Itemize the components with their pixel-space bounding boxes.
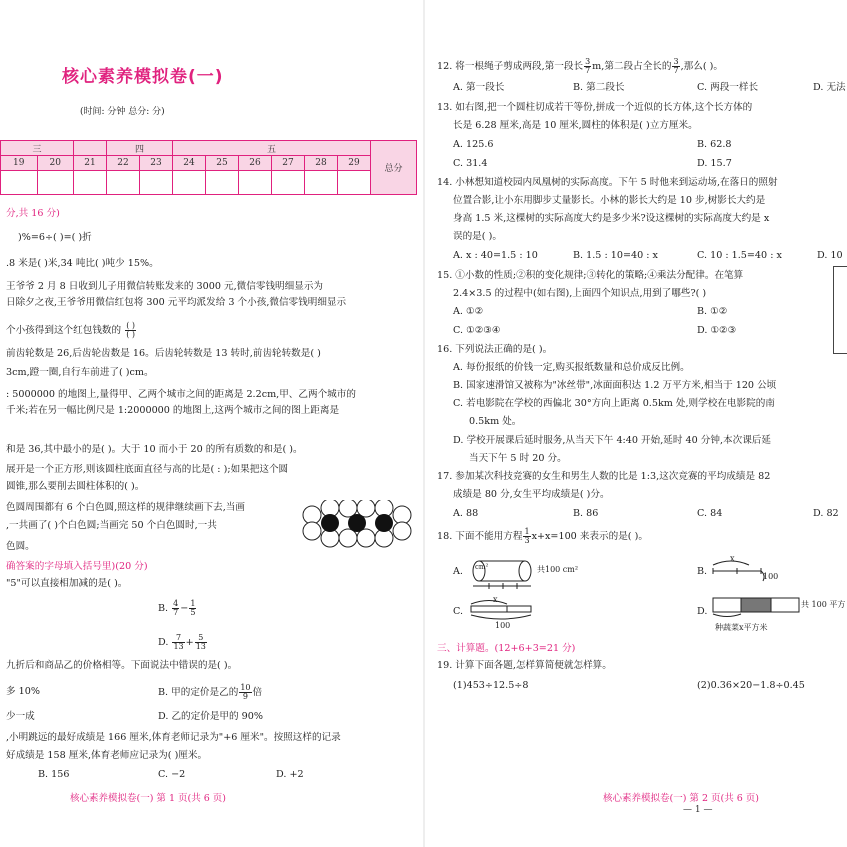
option-c: C. 两段一样长	[697, 82, 759, 93]
option-c: C.	[453, 606, 464, 617]
circle-pattern-figure	[300, 500, 415, 548]
score-num: 23	[140, 156, 173, 171]
figure-unit: cm²	[475, 563, 489, 571]
score-total: 总分	[371, 141, 417, 195]
question-line: (2)0.36×20−1.8÷0.45	[697, 680, 805, 691]
question-line: 色圆周围都有 6 个白色圆,照这样的规律继续画下去,当画	[6, 502, 245, 513]
fraction: $\frac{( )}{( )}$	[126, 321, 135, 339]
option-d: D. 10	[817, 250, 843, 261]
question-line: 2.4×3.5 的过程中(如右图),上面四个知识点,用到了哪些?( )	[453, 288, 707, 299]
score-num: 28	[305, 156, 338, 171]
figure-label: x	[493, 595, 498, 604]
question-line: 和是 36,其中最小的是( )。大于 10 而小于 20 的所有质数的和是( )。	[6, 444, 303, 455]
option-d: D. 乙的定价是甲的 90%	[158, 711, 263, 722]
score-group: 三	[1, 141, 74, 156]
question-line: 千米;若在另一幅比例尺是 1:2000000 的地图上,这两个城市之间的图上距离是	[6, 405, 340, 416]
option-d: D. 82	[813, 508, 839, 519]
question-line: 19. 计算下面各题,怎样算简便就怎样算。	[437, 660, 612, 671]
option-a: A.	[453, 566, 463, 577]
question-line: 误的是( )。	[453, 231, 502, 242]
option-a: A. 88	[453, 508, 479, 519]
question-line: 日除夕之夜,王爷爷用微信红包将 300 元平均派发给 3 个小孩,微信零钱明细显示	[6, 297, 347, 308]
option-c: 少一成	[6, 711, 35, 722]
question-line: 位置合影,让小东用脚步丈量影长。小林的影长大约是 10 步,树影长大约是	[453, 195, 766, 206]
option-b: B. $\frac{4}{7}$ − $\frac{1}{5}$	[158, 599, 196, 617]
question-line: ,一共画了( )个白色圆;当画完 50 个白色圆时,一共	[6, 520, 217, 531]
figure-label: 100	[763, 572, 779, 581]
question-line: 九折后和商品乙的价格相等。下面说法中错误的是( )。	[6, 660, 238, 671]
figure-label: 种蔬菜x平方米	[715, 623, 768, 632]
option-a: 多 10%	[6, 686, 40, 697]
option-b: B. ①②	[697, 306, 728, 317]
option-d: D. ①②③	[697, 325, 737, 336]
option-c: C. 10 : 1.5=40 : x	[697, 250, 782, 261]
option-b: B. 156	[38, 769, 70, 780]
option-d: D. $\frac{7}{13}$ + $\frac{5}{13}$	[158, 633, 206, 651]
option-d: D. 学校开展课后延时服务,从当天下午 4:40 开始,延时 40 分钟,本次课后延	[453, 435, 771, 446]
multiplication-figure	[833, 266, 847, 354]
score-num: 20	[37, 156, 74, 171]
question-line: ,小明跳远的最好成绩是 166 厘米,体育老师记录为"+6 厘米"。按照这样的记录	[6, 732, 341, 743]
question-line: )%=6÷( )=( )折	[18, 232, 92, 243]
page-footer: 核心素养模拟卷(一) 第 2 页(共 6 页)	[603, 793, 760, 804]
question-line: (1)453÷12.5÷8	[453, 680, 529, 691]
page-number: — 1 —	[683, 805, 713, 815]
question-line: 3cm,蹬一圈,自行车前进了( )cm。	[6, 367, 154, 378]
option-b: B. 1.5 : 10=40 : x	[573, 250, 658, 261]
question-line: 13. 如右图,把一个圆柱切成若干等份,拼成一个近似的长方体,这个长方体的	[437, 102, 753, 113]
option-c: C. 31.4	[453, 158, 488, 169]
score-num: 29	[338, 156, 371, 171]
option-a: A. 第一段长	[453, 82, 505, 93]
option-c: C. ①②③④	[453, 325, 501, 336]
question-line: 前齿轮数是 26,后齿轮齿数是 16。后齿轮转数是 13 转时,前齿轮转数是( )	[6, 348, 321, 359]
question-line: 长是 6.28 厘米,高是 10 厘米,圆柱的体积是( )立方厘米。	[453, 120, 698, 131]
section-header: 三、计算题。(12+6+3=21 分)	[437, 643, 576, 654]
option-a: A. 125.6	[453, 139, 494, 150]
question-line: 18. 下面不能用方程 $\frac{1}{3}$ x+x=100 来表示的是( )。	[437, 527, 648, 545]
score-num: 22	[107, 156, 140, 171]
option-b: B. 第二段长	[573, 82, 625, 93]
left-page	[0, 0, 423, 847]
score-group: 四	[107, 141, 173, 156]
figure-label: 共 100 平方	[801, 600, 846, 609]
option-a: A. ①②	[453, 306, 484, 317]
option-a: A. x : 40=1.5 : 10	[453, 250, 538, 261]
question-line: : 5000000 的地图上,量得甲、乙两个城市之间的距离是 2.2cm,甲、乙两个城市的	[6, 389, 356, 400]
score-table	[0, 140, 417, 195]
right-page	[425, 0, 847, 847]
score-num: 26	[239, 156, 272, 171]
option-b: B. 86	[573, 508, 599, 519]
question-line: "5"可以直接相加减的是( )。	[6, 578, 128, 589]
option-c: C. −2	[158, 769, 186, 780]
question-line: 17. 参加某次科技竞赛的女生和男生人数的比是 1:3,这次竞赛的平均成绩是 82	[437, 471, 771, 482]
option-d: D.	[697, 606, 708, 617]
option-c: C. 84	[697, 508, 723, 519]
score-num: 21	[74, 156, 107, 171]
question-line: 圆锥,那么要削去圆柱体积的( )。	[6, 481, 145, 492]
question-line: .8 米是( )米,34 吨比( )吨少 15%。	[6, 258, 159, 269]
page-footer: 核心素养模拟卷(一) 第 1 页(共 6 页)	[70, 793, 227, 804]
figure-label: x	[730, 554, 735, 563]
question-line: 15. ①小数的性质;②积的变化规律;③转化的策略;④乘法分配律。在笔算	[437, 270, 744, 281]
option-b: B.	[697, 566, 708, 577]
figure-label: 共100 cm²	[537, 565, 579, 574]
question-line: 14. 小林想知道校园内凤凰树的实际高度。下午 5 时他来到运动场,在落日的照射	[437, 177, 778, 188]
question-line: 展开是一个正方形,则该圆柱底面直径与高的比是( : );如果把这个圆	[6, 464, 289, 475]
option-b: B. 甲的定价是乙的 $\frac{10}{9}$ 倍	[158, 683, 263, 701]
section-header: 确答案的字母填入括号里)(20 分)	[6, 561, 148, 572]
question-line: 王爷爷 2 月 8 日收到儿子用微信转账发来的 3000 元,微信零钱明细显示为	[6, 281, 324, 292]
question-line: 个小孩得到这个红包钱数的 $\frac{( )}{( )}$	[6, 321, 135, 339]
score-group: 五	[173, 141, 371, 156]
option-b: B. 国家速滑馆又被称为"冰丝带",冰面面积达 1.2 万平方米,相当于 120 公顷	[453, 380, 777, 391]
bar-figure-b	[711, 555, 771, 585]
option-d: D. +2	[276, 769, 304, 780]
question-line: 成绩是 80 分,女生平均成绩是( )分。	[453, 489, 610, 500]
question-line: 16. 下列说法正确的是( )。	[437, 344, 553, 355]
page-title: 核心素养模拟卷(一)	[62, 67, 224, 87]
score-num: 25	[206, 156, 239, 171]
question-line: 色圆。	[6, 541, 35, 552]
question-line: 身高 1.5 米,这棵树的实际高度大约是多少米?设这棵树的实际高度大约是 x	[453, 213, 770, 224]
question-line: 12. 将一根绳子剪成两段,第一段长 $\frac{3}{7}$ m,第二段占全长的 $\frac{3}{7}$ ,那么( )。	[437, 57, 723, 75]
option-d: D. 无法	[813, 82, 846, 93]
option-d: D. 15.7	[697, 158, 732, 169]
option-b: B. 62.8	[697, 139, 732, 150]
option-c: C. 若电影院在学校的西偏北 30°方向上距离 0.5km 处,则学校在电影院的南	[453, 398, 775, 409]
question-line: 好成绩是 158 厘米,体育老师应记录为( )厘米。	[6, 750, 208, 761]
time-line: (时间: 分钟 总分: 分)	[80, 107, 165, 117]
figure-label: 100	[495, 621, 511, 630]
score-num: 27	[272, 156, 305, 171]
section-header: 分,共 16 分)	[6, 208, 60, 219]
option-a: A. 每份报纸的价钱一定,购买报纸数量和总价成反比例。	[453, 362, 690, 373]
question-line: 当天下午 5 时 20 分。	[469, 453, 567, 464]
score-num: 24	[173, 156, 206, 171]
score-num: 19	[1, 156, 38, 171]
bar-figure-d	[711, 595, 805, 619]
question-line: 0.5km 处。	[469, 416, 522, 427]
